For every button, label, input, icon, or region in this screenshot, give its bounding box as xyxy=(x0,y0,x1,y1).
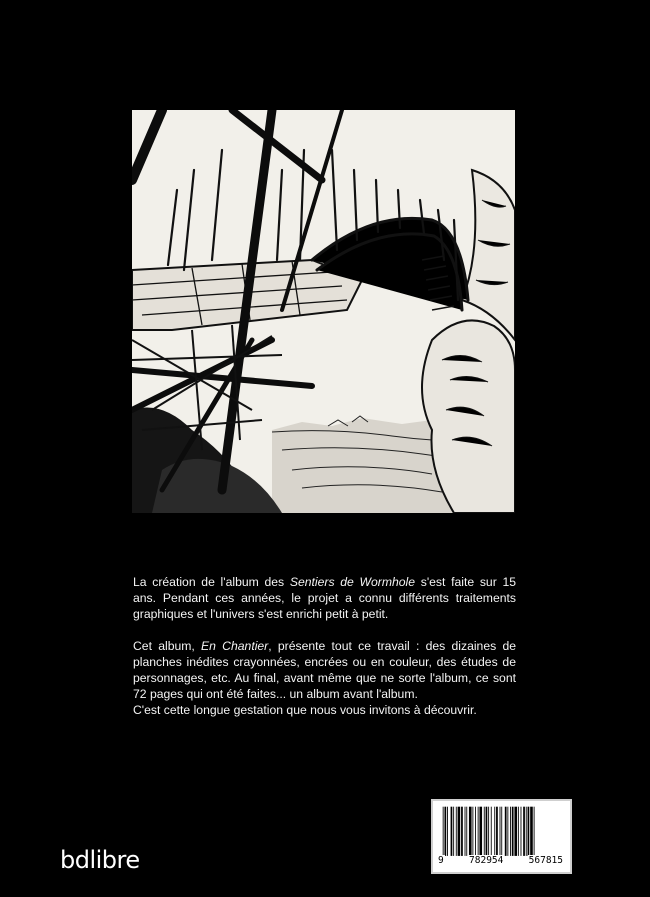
barcode-bar xyxy=(526,807,527,856)
barcode-bar xyxy=(528,807,530,856)
barcode-bar xyxy=(461,807,463,856)
barcode-bar xyxy=(494,807,495,856)
blurb-paragraph-3: C'est cette longue gestation que nous vous invitons à découvrir. xyxy=(133,703,477,717)
barcode-bar xyxy=(469,807,472,856)
barcode-bar xyxy=(479,807,482,856)
barcode-bar xyxy=(475,807,476,856)
paragraph-gap xyxy=(133,622,516,638)
barcode-bar xyxy=(453,807,454,856)
cover-artwork xyxy=(132,110,515,513)
isbn-barcode xyxy=(431,799,572,874)
barcode-bar xyxy=(507,807,508,856)
barcode-bar xyxy=(447,807,448,856)
barcode-bar xyxy=(534,807,535,856)
back-cover-blurb xyxy=(133,574,516,718)
barcode-bar xyxy=(443,807,444,856)
barcode-bar xyxy=(514,807,517,856)
blurb-paragraph-1: La création de l'album des Sentiers de Wormhole s'est faite sur 15 ans. Pendant ces années, le projet a connu différents traitements graphiques et l'univers s'est enrichi petit à petit. xyxy=(133,575,517,621)
barcode-bar xyxy=(466,807,467,856)
isbn-right-digits: 567815 xyxy=(528,855,563,866)
album-title-sentiers: Sentiers de Wormhole xyxy=(289,575,416,589)
barcode-bar xyxy=(521,807,522,856)
barcode-bar xyxy=(500,807,501,856)
barcode-bar xyxy=(491,807,492,856)
barcode-bar xyxy=(444,807,446,856)
barcode-bar xyxy=(456,807,457,856)
isbn-first-digit: 9 xyxy=(438,855,444,866)
barcode-bar xyxy=(465,807,466,856)
barcode-bar xyxy=(478,807,479,856)
barcode-bar xyxy=(518,807,519,856)
barcode-bar xyxy=(458,807,461,856)
isbn-left-digits: 782954 xyxy=(469,855,504,866)
barcode-bar xyxy=(510,807,511,856)
blurb-paragraph-2: Cet album, En Chantier, présente tout ce travail : des dizaines de planches inédites crayonnées, encrées ou en couleur, des études de personnages, etc. Au final, avant même que ne sorte l'album, ce sont 72 pages qui ont été faites... un album avant l'album. xyxy=(133,639,517,701)
barcode-bar xyxy=(484,807,485,856)
barcode-bar xyxy=(501,807,502,856)
barcode-bar xyxy=(486,807,488,856)
barcode-bar xyxy=(451,807,453,856)
barcode-bar xyxy=(523,807,525,856)
scaffold-bridge-illustration xyxy=(132,110,515,513)
album-title-en-chantier: En Chantier xyxy=(201,639,269,653)
isbn-number xyxy=(433,855,570,866)
barcode-bar xyxy=(512,807,514,856)
barcode-bar xyxy=(496,807,498,856)
barcode-bar xyxy=(505,807,507,856)
publisher-logo: bdlibre xyxy=(60,846,140,874)
barcode-bar xyxy=(530,807,533,856)
barcode-bar xyxy=(472,807,473,856)
barcode-bar xyxy=(488,807,489,856)
